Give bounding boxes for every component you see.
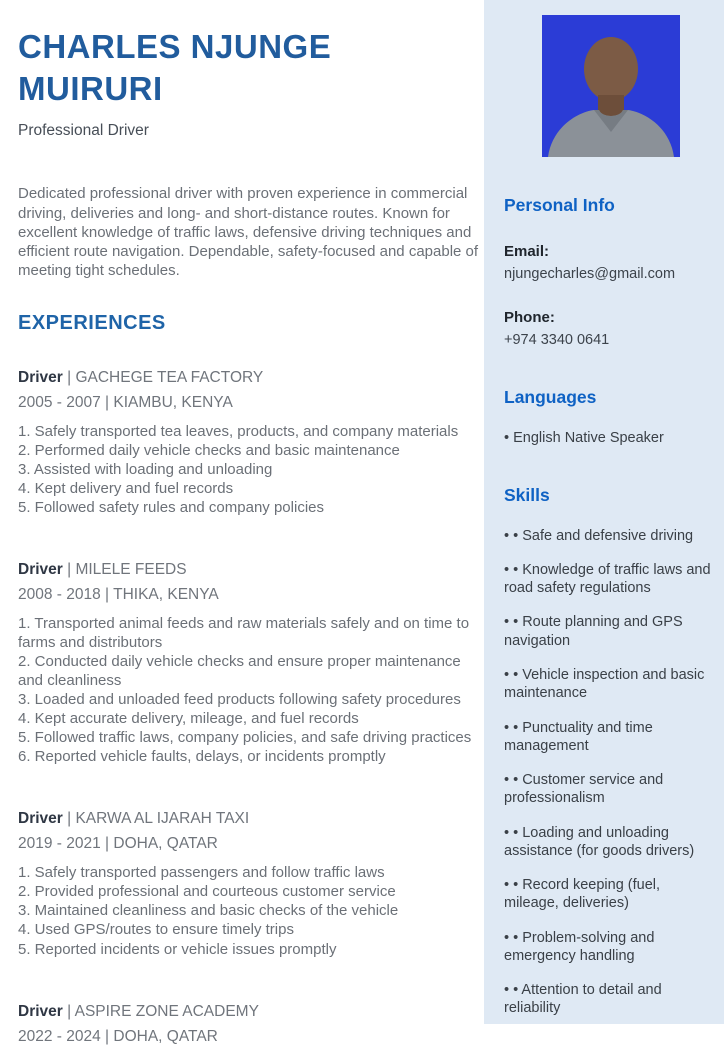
job-role: Driver <box>18 810 63 828</box>
job-duty: 2. Provided professional and courteous customer service <box>18 883 396 901</box>
job-duty: 2. Performed daily vehicle checks and basic maintenance <box>18 441 400 459</box>
skill-item: • • Safe and defensive driving <box>504 527 694 544</box>
name-line-2: MUIRURI <box>18 70 163 108</box>
languages-heading: Languages <box>504 386 597 407</box>
personal-info-heading: Personal Info <box>504 195 615 215</box>
job-duty: 3. Maintained cleanliness and basic checks of the vehicle <box>18 902 399 920</box>
job-company: ASPIRE ZONE ACADEMY <box>74 1002 259 1020</box>
languages-list <box>504 429 718 447</box>
skill-item: • • Attention to detail and reliability <box>504 982 662 1017</box>
skill-item: • • Knowledge of traffic laws and road safety regulations <box>504 561 711 597</box>
experience-item <box>18 810 480 958</box>
job-dates-location: 2019 - 2021 | DOHA, QATAR <box>18 835 218 853</box>
job-duty: 1. Transported animal feeds and raw materials safely and on time to farms and distributors <box>18 614 470 651</box>
job-role-line <box>18 561 480 579</box>
skill-item: • • Vehicle inspection and basic maintenance <box>504 666 705 702</box>
skill-item: • • Loading and unloading assistance (for goods drivers) <box>504 824 695 859</box>
experience-item <box>18 369 480 517</box>
experiences-heading: EXPERIENCES <box>18 311 166 334</box>
experience-item <box>18 1003 480 1046</box>
job-duty: 1. Safely transported tea leaves, products, and company materials <box>18 422 459 440</box>
skill-item: • • Record keeping (fuel, mileage, deliveries) <box>504 877 661 912</box>
job-duty: 2. Conducted daily vehicle checks and ensure proper maintenance and cleanliness <box>18 653 461 690</box>
job-separator: | <box>67 368 72 386</box>
phone-value: +974 3340 0641 <box>504 331 610 348</box>
job-duty: 4. Kept delivery and fuel records <box>18 479 234 497</box>
job-company: GACHEGE TEA FACTORY <box>75 368 264 386</box>
experience-list <box>18 369 480 1046</box>
job-company: MILELE FEEDS <box>75 560 187 578</box>
job-duties-list <box>18 614 480 766</box>
job-company: KARWA AL IJARAH TAXI <box>75 810 250 828</box>
profile-photo <box>542 15 680 157</box>
job-dates-location: 2005 - 2007 | KIAMBU, KENYA <box>18 393 233 411</box>
job-duty: 1. Safely transported passengers and follow traffic laws <box>18 864 385 882</box>
job-duties-list <box>18 422 480 517</box>
skills-heading: Skills <box>504 484 550 505</box>
skill-item: • • Problem-solving and emergency handling <box>504 929 655 964</box>
skill-item: • • Punctuality and time management <box>504 719 653 754</box>
job-duty: 6. Reported vehicle faults, delays, or incidents promptly <box>18 748 386 766</box>
email-value: njungecharles@gmail.com <box>504 265 676 282</box>
job-role: Driver <box>18 1002 63 1020</box>
job-separator: | <box>67 1002 72 1020</box>
language-item: • English Native Speaker <box>504 429 664 446</box>
experience-item <box>18 561 480 766</box>
skill-item: • • Route planning and GPS navigation <box>504 614 683 649</box>
job-role-line <box>18 810 480 828</box>
job-duty: 4. Used GPS/routes to ensure timely trips <box>18 921 294 939</box>
professional-title: Professional Driver <box>18 122 149 140</box>
job-role-line <box>18 1003 480 1021</box>
job-duty: 5. Followed safety rules and company policies <box>18 498 324 516</box>
job-role: Driver <box>18 368 63 386</box>
job-role-line <box>18 369 480 387</box>
job-dates-location: 2008 - 2018 | THIKA, KENYA <box>18 585 219 603</box>
job-separator: | <box>67 810 72 828</box>
job-duty: 5. Followed traffic laws, company policies, and safe driving practices <box>18 729 472 747</box>
job-role: Driver <box>18 560 63 578</box>
job-duty: 3. Assisted with loading and unloading <box>18 460 273 478</box>
phone-label: Phone: <box>504 308 555 326</box>
page-title <box>18 26 480 110</box>
skills-list <box>504 527 718 1018</box>
email-label: Email: <box>504 242 550 260</box>
sidebar <box>484 0 724 1024</box>
job-duties-list <box>18 863 480 958</box>
job-separator: | <box>67 560 72 578</box>
job-duty: 4. Kept accurate delivery, mileage, and fuel records <box>18 710 359 728</box>
job-dates-location: 2022 - 2024 | DOHA, QATAR <box>18 1027 218 1045</box>
name-line-1: CHARLES NJUNGE <box>18 28 332 65</box>
profile-summary: Dedicated professional driver with proven experience in commercial driving, deliveries and long- and short-distance routes. Known for excellent knowledge of traffic laws, defensive driving techniques and efficient route navigation. Dependable, safety-focused and capable of meeting tight schedules. <box>18 185 479 279</box>
skill-item: • • Customer service and professionalism <box>504 772 664 807</box>
job-duty: 5. Reported incidents or vehicle issues promptly <box>18 940 337 958</box>
job-duty: 3. Loaded and unloaded feed products following safety procedures <box>18 691 461 709</box>
